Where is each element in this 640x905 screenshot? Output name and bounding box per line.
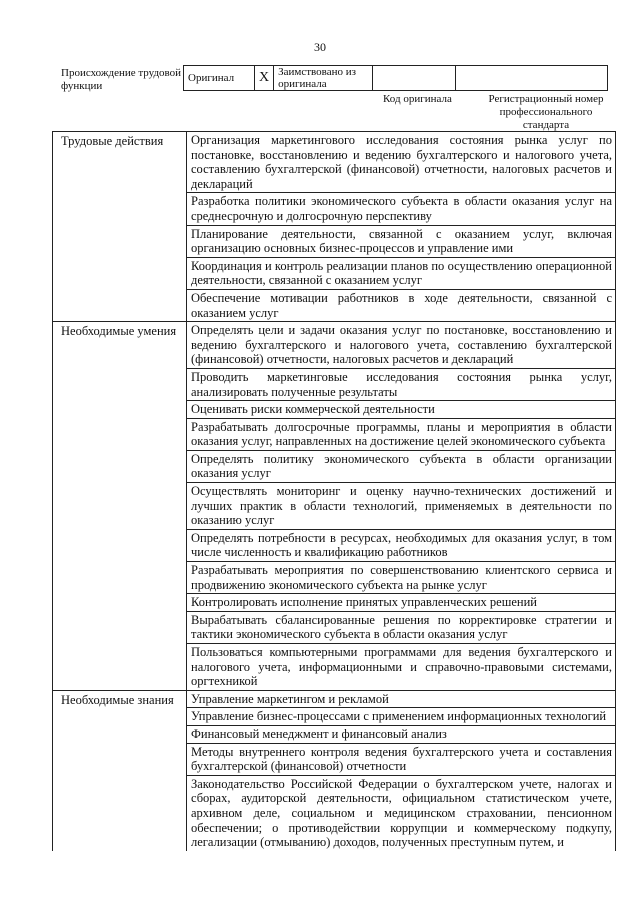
section-item: Разрабатывать долгосрочные программы, планы и мероприятия в области оказания услуг, направленных на достижение целей экономического субъекта: [187, 418, 616, 450]
section-item: Управление маркетингом и рекламой: [187, 690, 616, 708]
section-item: Оценивать риски коммерческой деятельности: [187, 401, 616, 419]
section-item: Контролировать исполнение принятых управленческих решений: [187, 594, 616, 612]
section-item: Обеспечение мотивации работников в ходе деятельности, связанной с оказанием услуг: [187, 289, 616, 321]
code-original-label: Код оригинала: [383, 93, 452, 105]
original-code-cell: [373, 66, 456, 91]
section-title: Необходимые умения: [53, 322, 187, 691]
section-item: Разрабатывать мероприятия по совершенствованию клиентского сервиса и продвижению экономического субъекта на рынке услуг: [187, 562, 616, 594]
section-item: Проводить маркетинговые исследования состояния рынка услуг, анализировать полученные результаты: [187, 368, 616, 400]
section-item: Законодательство Российской Федерации о бухгалтерском учете, налогах и сборах, аудиторской деятельности, официальном статистическом учете, архивном деле, социальном и медицинском страховании, пенсионном обеспечении; о противодействии коррупции и коммерческому подкупу, легализации (отмыванию) доходов, полученных преступным путем, и: [187, 775, 616, 850]
registration-number-cell: [456, 66, 608, 91]
section-item: Методы внутреннего контроля ведения бухгалтерского учета и составления бухгалтерской (финансовой) отчетности: [187, 743, 616, 775]
original-mark: X: [255, 66, 274, 91]
original-label: Оригинал: [184, 66, 255, 91]
section-item: Организация маркетингового исследования состояния рынка услуг по постановке, восстановлению и ведению бухгалтерского и налогового учета, составлению бухгалтерской (финансовой) отчетности, налоговых расчетов и деклараций: [187, 132, 616, 193]
section-item: Финансовый менеджмент и финансовый анализ: [187, 725, 616, 743]
labor-function-table: [52, 131, 616, 851]
section-item: Пользоваться компьютерными программами для ведения бухгалтерского и налогового учета, информационными и справочно-правовыми системами, оргтехникой: [187, 644, 616, 691]
section-title: Трудовые действия: [53, 132, 187, 322]
section-item: Координация и контроль реализации планов по осуществлению операционной деятельности, связанной с оказанием услуг: [187, 257, 616, 289]
section-item: Осуществлять мониторинг и оценку научно-технических достижений и лучших практик в области технологий, применяемых в деятельности по оказанию услуг: [187, 483, 616, 530]
borrowed-label: Заимствовано из оригинала: [274, 66, 373, 91]
table-row: [53, 132, 616, 193]
section-item: Разработка политики экономического субъекта в области оказания услуг на среднесрочную и долгосрочную перспективу: [187, 193, 616, 225]
table-row: [53, 322, 616, 369]
origin-header-table: [183, 65, 608, 91]
section-item: Вырабатывать сбалансированные решения по корректировке стратегии и тактики экономического субъекта в области оказания услуг: [187, 611, 616, 643]
origin-label: Происхождение трудовой функции: [61, 67, 182, 92]
section-item: Управление бизнес-процессами с применением информационных технологий: [187, 708, 616, 726]
page-number: 30: [314, 40, 326, 54]
section-title: Необходимые знания: [53, 690, 187, 850]
section-item: Определять политику экономического субъекта в области организации оказания услуг: [187, 450, 616, 482]
section-item: Определять цели и задачи оказания услуг по постановке, восстановлению и ведению бухгалтерского и налогового учета, составлению бухгалтерской (финансовой) отчетности, налоговых расчетов и деклараций: [187, 322, 616, 369]
registration-number-label: Регистрационный номер профессионального стандарта: [488, 93, 604, 131]
table-row: [53, 690, 616, 708]
section-item: Планирование деятельности, связанной с оказанием услуг, включая организацию основных бизнес-процессов и управление ими: [187, 225, 616, 257]
section-item: Определять потребности в ресурсах, необходимых для оказания услуг, в том числе численность и квалификацию работников: [187, 529, 616, 561]
